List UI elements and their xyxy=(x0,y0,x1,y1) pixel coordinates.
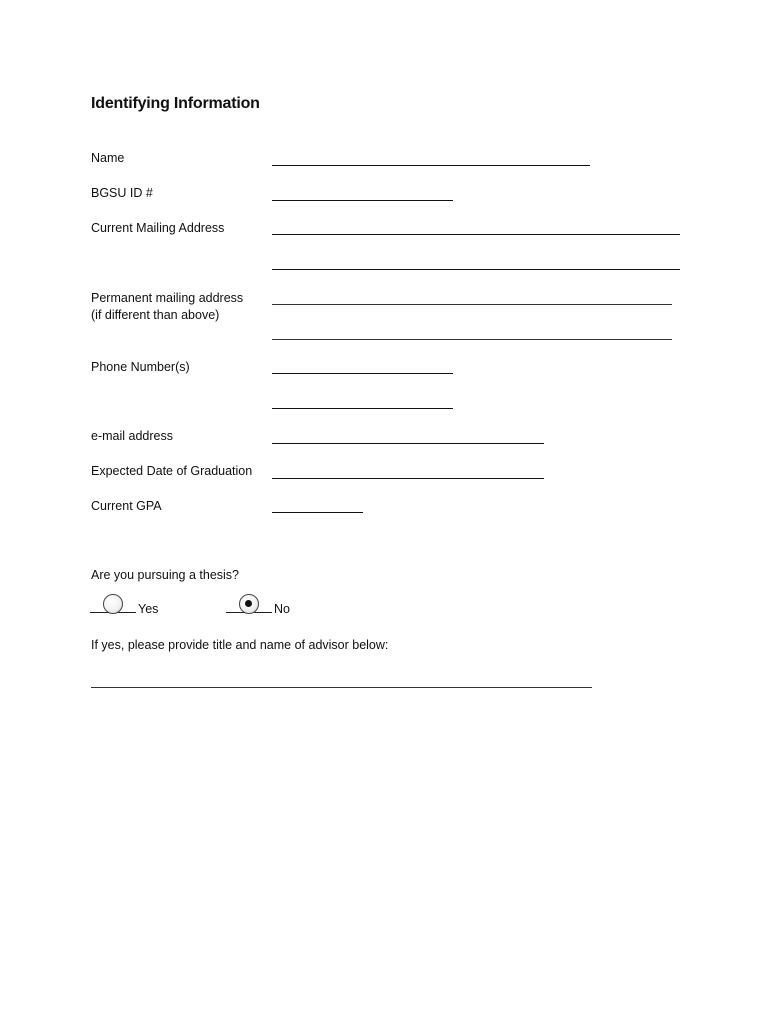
thesis-no-label: No xyxy=(274,602,290,616)
gpa-label: Current GPA xyxy=(91,499,162,513)
email-label: e-mail address xyxy=(91,429,173,443)
current-address-line1-field[interactable] xyxy=(274,217,678,233)
graduation-label: Expected Date of Graduation xyxy=(91,464,253,478)
graduation-field[interactable] xyxy=(274,461,542,477)
name-field[interactable] xyxy=(274,148,588,164)
thesis-details-underline xyxy=(91,687,592,688)
phone-underline-1 xyxy=(272,373,453,374)
permanent-address-underline-2 xyxy=(272,339,672,340)
thesis-question: Are you pursuing a thesis? xyxy=(91,568,240,582)
phone-line2-field[interactable] xyxy=(274,391,451,407)
thesis-followup: If yes, please provide title and name of advisor below: xyxy=(91,638,389,652)
permanent-address-note: (if different than above) xyxy=(91,308,220,322)
permanent-address-line1-field[interactable] xyxy=(274,287,670,303)
email-underline xyxy=(272,443,544,444)
radio-selected-dot xyxy=(245,600,252,607)
thesis-no-option[interactable] xyxy=(226,594,316,618)
current-address-label: Current Mailing Address xyxy=(91,221,225,235)
phone-line1-field[interactable] xyxy=(274,356,451,372)
gpa-field[interactable] xyxy=(274,495,361,511)
name-label: Name xyxy=(91,151,125,165)
current-address-line2-field[interactable] xyxy=(274,252,678,268)
graduation-underline xyxy=(272,478,544,479)
thesis-yes-option[interactable] xyxy=(90,594,180,618)
page-title: Identifying Information xyxy=(91,95,260,112)
phone-label: Phone Number(s) xyxy=(91,360,190,374)
bgsu-id-field[interactable] xyxy=(274,183,451,199)
thesis-yes-label: Yes xyxy=(138,602,159,616)
thesis-yes-radio[interactable] xyxy=(103,594,123,614)
current-address-underline-2 xyxy=(272,269,680,270)
thesis-details-field[interactable] xyxy=(93,670,590,686)
permanent-address-underline-1 xyxy=(272,304,672,305)
name-underline xyxy=(272,165,590,166)
permanent-address-label: Permanent mailing address xyxy=(91,291,244,305)
phone-underline-2 xyxy=(272,408,453,409)
thesis-no-radio[interactable] xyxy=(239,594,259,614)
current-address-underline-1 xyxy=(272,234,680,235)
gpa-underline xyxy=(272,512,363,513)
permanent-address-line2-field[interactable] xyxy=(274,322,670,338)
email-field[interactable] xyxy=(274,426,542,442)
bgsu-id-label: BGSU ID # xyxy=(91,186,153,200)
bgsu-id-underline xyxy=(272,200,453,201)
